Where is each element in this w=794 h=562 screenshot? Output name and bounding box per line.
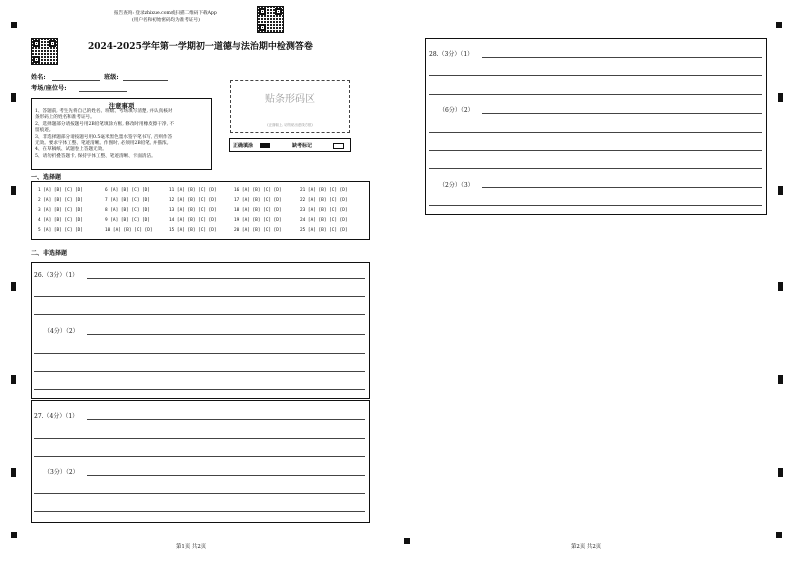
alignment-mark <box>778 93 783 102</box>
class-field[interactable] <box>123 80 168 81</box>
notice-line: 留痕迹。 <box>35 128 54 134</box>
choice-item[interactable]: 5 [A] [B] [C] [D] <box>38 228 83 233</box>
absent-mark-label: 缺考标记 <box>292 143 313 149</box>
seat-label: 考场/座位号: <box>31 85 67 92</box>
correct-fill-label: 正确填涂 <box>233 143 254 149</box>
answer-line[interactable] <box>34 511 365 512</box>
choice-item[interactable]: 11 [A] [B] [C] [D] <box>169 188 217 193</box>
page-number-1: 第1页 共2页 <box>176 544 207 550</box>
choice-item[interactable]: 9 [A] [B] [C] [D] <box>105 218 150 223</box>
notice-line: 5、请勿折叠答题卡, 保持字体工整、笔迹清晰、卡面清洁。 <box>35 153 156 159</box>
answer-line[interactable] <box>87 334 365 335</box>
notice-line: 1、答题前, 考生先将自己的姓名、班级、考场填写清楚, 并认真核对 <box>35 109 173 114</box>
absent-mark-checkbox[interactable] <box>333 143 344 149</box>
choice-answer-box <box>31 181 370 240</box>
answer-line[interactable] <box>482 113 762 114</box>
barcode-area <box>230 80 350 133</box>
seat-field[interactable] <box>79 91 127 92</box>
choice-item[interactable]: 14 [A] [B] [C] [D] <box>169 218 217 223</box>
notice-line: 无效。要求字体工整、笔迹清晰。作图时, 必须用2B铅笔, 并描浓。 <box>35 141 172 147</box>
answer-line[interactable] <box>429 205 762 206</box>
section-choice-heading: 一、选择题 <box>31 174 62 181</box>
answer-line[interactable] <box>34 456 365 457</box>
choice-item[interactable]: 1 [A] [B] [C] [D] <box>38 188 83 193</box>
question-label-q28-3: （2分）（3） <box>439 182 474 189</box>
page-title: 2024-2025学年第一学期初一道德与法治期中检测答卷 <box>88 42 313 52</box>
choice-item[interactable]: 6 [A] [B] [C] [D] <box>105 188 150 193</box>
alignment-mark <box>404 538 410 544</box>
notice-box <box>31 98 212 170</box>
answer-line[interactable] <box>429 94 762 95</box>
answer-line[interactable] <box>429 150 762 151</box>
choice-item[interactable]: 24 [A] [B] [C] [D] <box>300 218 348 223</box>
choice-item[interactable]: 2 [A] [B] [C] [D] <box>38 198 83 203</box>
notice-line: 3、非选择题部分请按题号用0.5毫米黑色墨水签字笔书写, 否则作答 <box>35 134 173 140</box>
question-label-q26: 26.（3分）（1） <box>34 272 79 279</box>
choice-item[interactable]: 16 [A] [B] [C] [D] <box>234 188 282 193</box>
choice-item[interactable]: 12 [A] [B] [C] [D] <box>169 198 217 203</box>
answer-line[interactable] <box>87 278 365 279</box>
report-notice-line1: 报告查询: 登录zhixue.com或扫描二维码下载App <box>114 11 217 16</box>
answer-box-q27 <box>31 400 370 523</box>
choice-item[interactable]: 20 [A] [B] [C] [D] <box>234 228 282 233</box>
choice-item[interactable]: 7 [A] [B] [C] [D] <box>105 198 150 203</box>
question-label-q28: 28.（3分）（1） <box>429 51 474 58</box>
answer-line[interactable] <box>34 353 365 354</box>
alignment-mark <box>776 22 782 28</box>
class-label: 班级: <box>104 74 119 81</box>
qr-code-icon <box>31 38 58 65</box>
answer-box-q28 <box>425 38 767 215</box>
alignment-mark <box>778 282 783 291</box>
choice-item[interactable]: 17 [A] [B] [C] [D] <box>234 198 282 203</box>
answer-line[interactable] <box>482 187 762 188</box>
question-label-q27: 27.（4分）（1） <box>34 413 79 420</box>
alignment-mark <box>11 186 16 195</box>
answer-line[interactable] <box>34 371 365 372</box>
report-notice-line2: (用户名和初始密码均为准考证号) <box>132 18 200 23</box>
answer-line[interactable] <box>34 493 365 494</box>
alignment-mark <box>778 186 783 195</box>
question-label-q26-2: （4分）（2） <box>44 328 79 335</box>
alignment-mark <box>11 375 16 384</box>
page-number-2: 第2页 共2页 <box>571 544 602 550</box>
answer-line[interactable] <box>34 389 365 390</box>
alignment-mark <box>11 532 17 538</box>
choice-item[interactable]: 19 [A] [B] [C] [D] <box>234 218 282 223</box>
notice-title: 注意事项 <box>108 102 135 110</box>
answer-box-q26 <box>31 262 370 399</box>
choice-item[interactable]: 8 [A] [B] [C] [D] <box>105 208 150 213</box>
notice-line: 条形码上的姓名和准考证号。 <box>35 115 95 121</box>
choice-item[interactable]: 4 [A] [B] [C] [D] <box>38 218 83 223</box>
alignment-mark <box>778 468 783 477</box>
qr-code-icon <box>257 6 284 33</box>
barcode-hint: (正面朝上, 切勿贴出虚线方框) <box>267 123 313 127</box>
notice-lines <box>35 109 213 160</box>
alignment-mark <box>11 22 17 28</box>
answer-line[interactable] <box>87 475 365 476</box>
choice-item[interactable]: 15 [A] [B] [C] [D] <box>169 228 217 233</box>
answer-line[interactable] <box>429 168 762 169</box>
answer-line[interactable] <box>34 314 365 315</box>
answer-line[interactable] <box>482 57 762 58</box>
question-label-q27-2: （3分）（2） <box>44 469 79 476</box>
choice-item[interactable]: 21 [A] [B] [C] [D] <box>300 188 348 193</box>
answer-line[interactable] <box>429 132 762 133</box>
choice-item[interactable]: 13 [A] [B] [C] [D] <box>169 208 217 213</box>
question-label-q28-2: （6分）（2） <box>439 107 474 114</box>
answer-line[interactable] <box>87 419 365 420</box>
choice-item[interactable]: 10 [A] [B] [C] [D] <box>105 228 153 233</box>
notice-line: 2、选择题部分请按题号用2B铅笔填涂方框, 修改时用橡皮擦干净, 不 <box>35 121 175 127</box>
name-label: 姓名: <box>31 74 46 81</box>
alignment-mark <box>11 93 16 102</box>
notice-line: 4、在草稿纸、试题卷上答题无效。 <box>35 147 107 153</box>
answer-line[interactable] <box>34 438 365 439</box>
answer-line[interactable] <box>429 75 762 76</box>
alignment-mark <box>778 375 783 384</box>
alignment-mark <box>11 468 16 477</box>
section-nonchoice-heading: 二、非选择题 <box>31 250 68 257</box>
fill-sample-box <box>229 138 351 152</box>
barcode-title: 贴条形码区 <box>265 94 315 105</box>
choice-item[interactable]: 22 [A] [B] [C] [D] <box>300 198 348 203</box>
choice-item[interactable]: 3 [A] [B] [C] [D] <box>38 208 83 213</box>
alignment-mark <box>776 532 782 538</box>
choice-item[interactable]: 18 [A] [B] [C] [D] <box>234 208 282 213</box>
choice-item[interactable]: 25 [A] [B] [C] [D] <box>300 228 348 233</box>
choice-item[interactable]: 23 [A] [B] [C] [D] <box>300 208 348 213</box>
alignment-mark <box>11 282 16 291</box>
name-field[interactable] <box>52 80 100 81</box>
answer-line[interactable] <box>34 296 365 297</box>
correct-fill-sample-icon <box>260 143 270 148</box>
